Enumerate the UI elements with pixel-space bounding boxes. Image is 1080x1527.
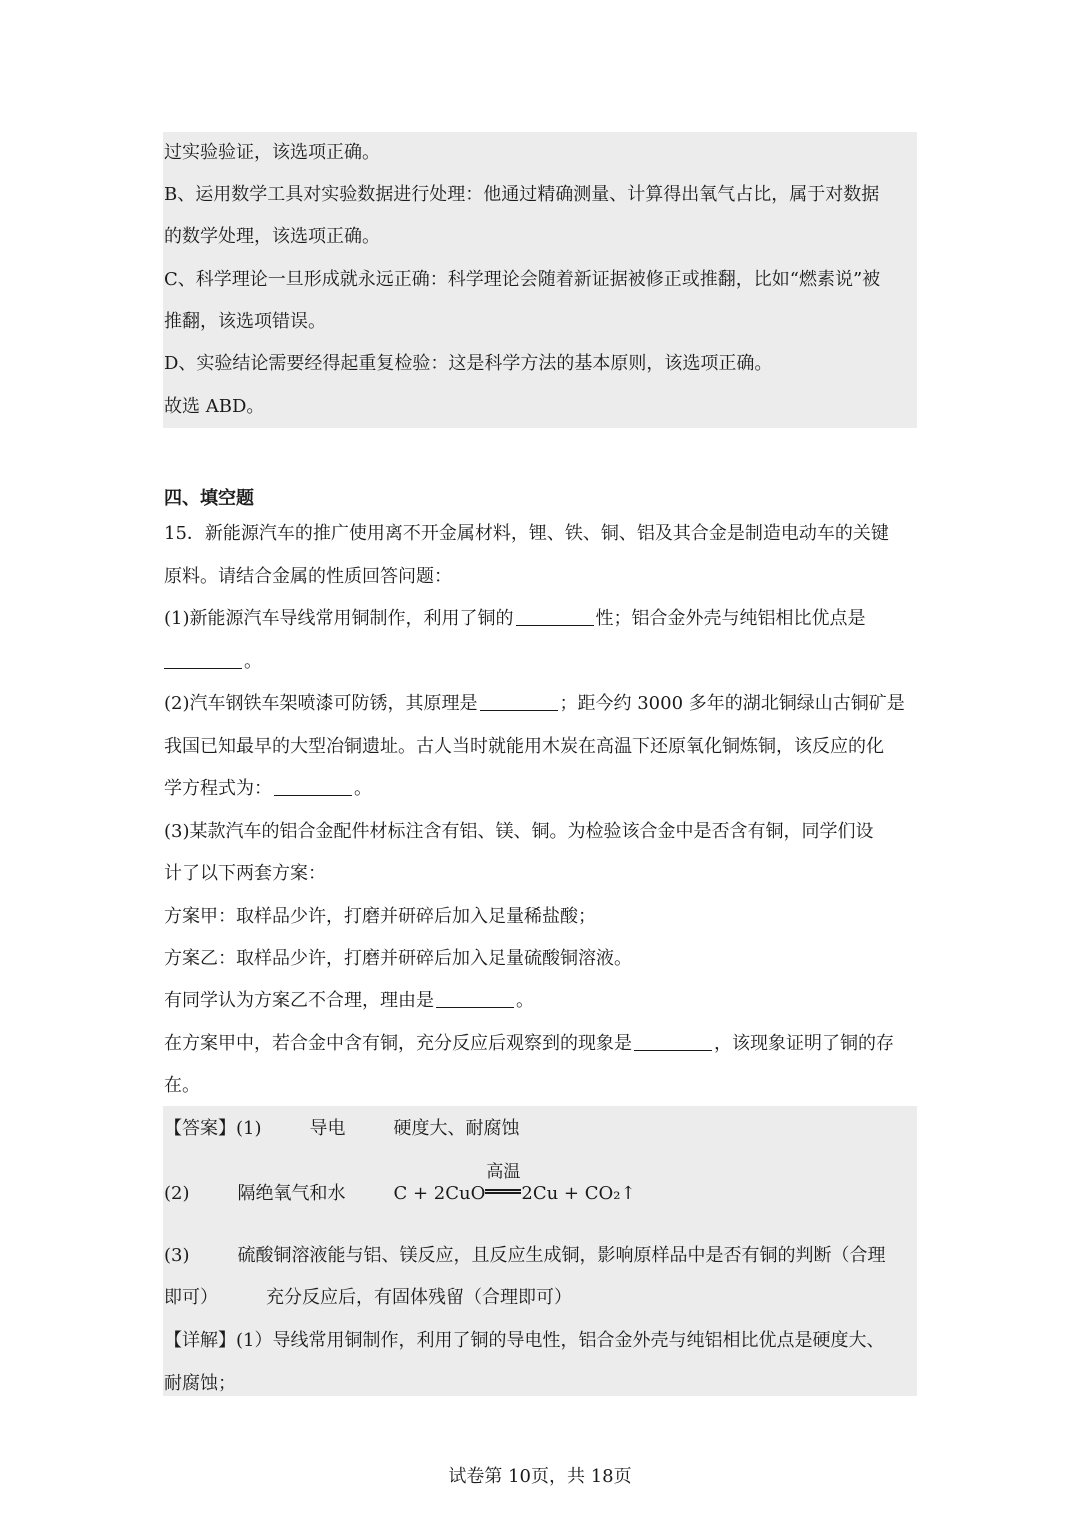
equation-condition (485, 1162, 521, 1208)
equation-products: 2Cu + CO₂↑ (521, 1183, 636, 1204)
detail-explanation: 耐腐蚀； (164, 1373, 236, 1394)
question-part-1 (164, 605, 916, 633)
plan-b: 方案乙：取样品少许，打磨并研碎后加入足量硫酸铜溶液。 (164, 948, 632, 969)
part-3-text: 在方案甲中，若合金中含有铜，充分反应后观察到的现象是 (164, 1033, 632, 1054)
answer-blank (436, 989, 514, 1008)
question-part-2 (164, 775, 916, 803)
prev-answer-conclusion: 故选 ABD。 (164, 396, 265, 417)
question-part-3 (164, 987, 916, 1015)
answer-blank (634, 1032, 712, 1051)
answer-3c: 充分反应后，有固体残留（合理即可） (266, 1287, 572, 1308)
answer-blank (516, 607, 594, 626)
answer-line-1 (164, 1115, 916, 1143)
prev-answer-option-d: D、实验结论需要经得起重复检验：这是科学方法的基本原则，该选项正确。 (164, 353, 773, 374)
answer-label: 【答案】(1) (164, 1118, 262, 1139)
answer-1a: 导电 (309, 1118, 346, 1139)
part-3-text: ，该现象证明了铜的存 (714, 1033, 894, 1054)
prev-answer-option-c: C、科学理论一旦形成就永远正确：科学理论会随着新证据被修正或推翻，比如“燃素说”被 (164, 269, 881, 290)
question-part-2 (164, 690, 916, 718)
answer-line-3 (164, 1284, 916, 1312)
chemical-equation (393, 1162, 636, 1204)
part-1-text: 。 (244, 651, 262, 672)
prev-answer-line: 的数学处理，该选项正确。 (164, 226, 380, 247)
answer-line-2 (164, 1162, 916, 1208)
answer-blank (274, 777, 352, 796)
question-part-3 (164, 1030, 916, 1058)
question-part-3: 计了以下两套方案： (164, 863, 326, 884)
question-stem: 15．新能源汽车的推广使用离不开金属材料，锂、铁、铜、铝及其合金是制造电动车的关键 (164, 523, 889, 544)
part-2-text: ；距今约 3000 多年的湖北铜绿山古铜矿是 (559, 693, 905, 714)
question-part-3: 在。 (164, 1075, 200, 1096)
page-footer: 试卷第 10页，共 18页 (448, 1466, 632, 1487)
part-1-text: (1)新能源汽车导线常用铜制作，利用了铜的 (164, 608, 514, 629)
answer-3b: 即可） (164, 1287, 218, 1308)
prev-answer-line: 推翻，该选项错误。 (164, 311, 326, 332)
prev-answer-option-b: B、运用数学工具对实验数据进行处理：他通过精确测量、计算得出氧气占比，属于对数据 (164, 184, 880, 205)
condition-text: 高温 (486, 1162, 521, 1182)
answer-1b: 硬度大、耐腐蚀 (393, 1118, 520, 1139)
question-part-2: 我国已知最早的大型冶铜遗址。古人当时就能用木炭在高温下还原氧化铜炼铜，该反应的化 (164, 736, 884, 757)
equals-sign (485, 1189, 521, 1194)
part-3-text: 有同学认为方案乙不合理，理由是 (164, 990, 434, 1011)
part-2-text: (2)汽车钢铁车架喷漆可防锈，其原理是 (164, 693, 478, 714)
prev-answer-line: 过实验验证，该选项正确。 (164, 142, 380, 163)
answer-3-label: (3) (164, 1245, 190, 1266)
part-1-text: 性；铝合金外壳与纯铝相比优点是 (595, 608, 866, 629)
equation-reactants: C + 2CuO (393, 1183, 486, 1204)
part-2-text: 学方程式为： (164, 778, 272, 799)
part-3-text: 。 (516, 990, 534, 1011)
answer-blank (480, 692, 558, 711)
section-title: 四、填空题 (164, 488, 254, 509)
answer-2-label: (2) (164, 1183, 190, 1204)
plan-a: 方案甲：取样品少许，打磨并研碎后加入足量稀盐酸； (164, 906, 596, 927)
question-part-1 (164, 648, 916, 676)
answer-3a: 硫酸铜溶液能与铝、镁反应，且反应生成铜，影响原样品中是否有铜的判断（合理 (237, 1245, 886, 1266)
answer-2a: 隔绝氧气和水 (237, 1183, 346, 1204)
detail-explanation: 【详解】(1）导线常用铜制作，利用了铜的导电性，铝合金外壳与纯铝相比优点是硬度大、 (164, 1330, 885, 1351)
question-part-3: (3)某款汽车的铝合金配件材标注含有铝、镁、铜。为检验该合金中是否含有铜，同学们设 (164, 821, 874, 842)
question-stem: 原料。请结合金属的性质回答问题： (164, 566, 452, 587)
answer-line-3 (164, 1242, 916, 1270)
part-2-text: 。 (354, 778, 372, 799)
answer-blank (164, 650, 242, 669)
